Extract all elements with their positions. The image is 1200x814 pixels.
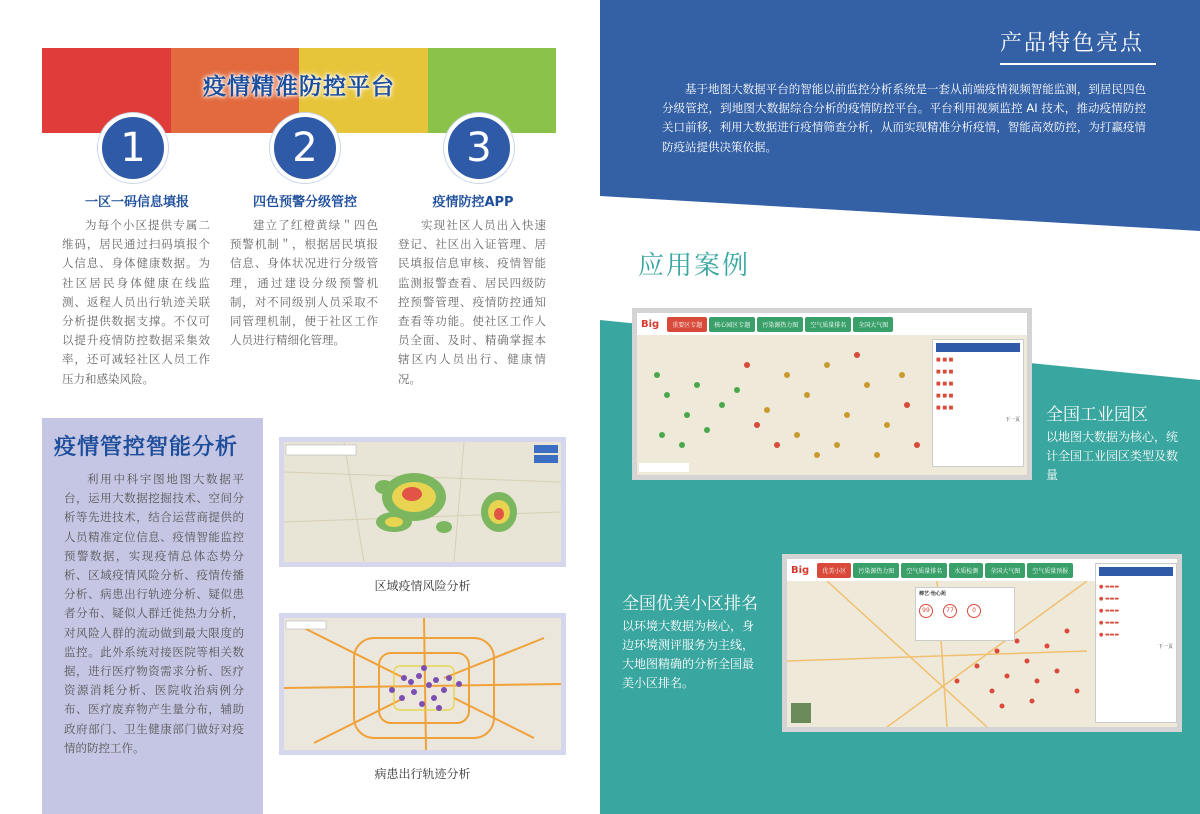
screen1-map — [637, 335, 1027, 475]
score-circle: 99 — [919, 604, 933, 618]
cases-title: 应用案例 — [638, 251, 751, 281]
screen1-result-row: ■ ■ ■ — [936, 357, 954, 363]
column-3-title: 疫情防控APP — [432, 195, 514, 210]
score-circle: 0 — [967, 604, 981, 618]
risk-map-caption: 区域疫情风险分析 — [374, 579, 471, 593]
screen2-tab-5: 全国大气图 — [985, 563, 1025, 578]
screen2-tab-1: 优美小区 — [817, 563, 851, 578]
screen1-tab-3: 污染源热力图 — [757, 317, 803, 332]
screen2-next-page: 下一页 — [1157, 644, 1173, 650]
screen2-logo: Big — [791, 564, 810, 576]
features-underline — [1000, 63, 1156, 65]
screen2-search-bar — [1099, 567, 1173, 576]
case2-text: 以环境大数据为核心，身边环境测评服务为主线，大地图精确的分析全国最美小区排名。 — [622, 619, 755, 690]
case1-text: 以地图大数据为核心，统计全国工业园区类型及数量 — [1046, 430, 1179, 482]
screen1-result-row: ■ ■ ■ — [936, 405, 954, 411]
patient-trajectory-image — [279, 613, 566, 755]
step-3-circle: 3 — [444, 113, 514, 183]
screen2-tab-2: 污染源热力图 — [853, 563, 899, 578]
screen1-logo: Big — [641, 318, 660, 330]
community-ranking-screenshot — [782, 554, 1182, 732]
ranking-row: ● ▬▬▬ — [1099, 632, 1120, 638]
screen1-tab-1: 重要区专题 — [667, 317, 707, 332]
column-2-text: 建立了红橙黄绿＂四色预警机制＂，根据居民填报信息、身体状况进行分级管理，通过建设分级预警机制，对不同级别人员采取不同管理机制，便于社区工作人员进行精细化管理。 — [230, 218, 378, 348]
analysis-title: 疫情管控智能分析 — [54, 435, 239, 460]
features-text: 基于地图大数据平台的智能以前监控分析系统是一套从前端疫情视频智能监测，到居民四色分级管控，到地图大数据综合分析的疫情防控平台。平台利用视频监控 AI 技术，推动疫情防控关口前移，利用大数据进行疫情筛查分析，从而实现精准分析疫情，智能高效防控，为打赢疫情防疫站提供决策依据。 — [662, 82, 1146, 154]
screen2-ranking-panel — [1095, 563, 1177, 723]
column-1-title: 一区一码信息填报 — [84, 195, 189, 210]
ranking-row: ● ▬▬▬ — [1099, 584, 1120, 590]
screen1-header — [637, 313, 1027, 335]
screen2-map — [787, 581, 1177, 727]
ranking-row: ● ▬▬▬ — [1099, 620, 1120, 626]
screen1-result-row: ■ ■ ■ — [936, 381, 954, 387]
screen1-tab-4: 空气质量排名 — [805, 317, 851, 332]
screen2-detail-popup — [915, 587, 1015, 641]
step-1-circle: 1 — [98, 113, 168, 183]
screen1-result-row: ■ ■ ■ — [936, 369, 954, 375]
column-1-text: 为每个小区提供专属二维码，居民通过扫码填报个人信息、身体健康数据。为社区居民身体健康在线监测、返程人员出行轨迹关联分析提供数据支撑。不仅可以提升疫情防控数据采集效率，还可减轻社区人员工作压力和感染风险。 — [62, 218, 210, 386]
risk-heatmap-graphic — [284, 442, 561, 562]
screen2-popup-scores — [919, 604, 1011, 618]
ranking-row: ● ▬▬▬ — [1099, 596, 1120, 602]
industrial-park-screenshot — [632, 308, 1032, 480]
screen2-popup-title: 棒艺·怡心苑 — [919, 591, 946, 597]
risk-heatmap-image — [279, 437, 566, 567]
column-3-text: 实现社区人员出入快速登记、社区出入证管理、居民填报信息审核、疫情智能监测报警查看、居民四级防控预警管理、疫情防控通知查看等功能。使社区工作人员全面、及时、精确掌握本辖区内人员出行、健康情况。 — [398, 218, 546, 386]
screen2-tab-4: 水质检测 — [949, 563, 983, 578]
screen1-tab-5: 全国大气图 — [853, 317, 893, 332]
screen1-next-page: 下一页 — [1004, 417, 1020, 423]
screen1-search-bar — [936, 343, 1020, 352]
screen1-tab-2: 核心园区专题 — [709, 317, 755, 332]
trajectory-map-caption: 病患出行轨迹分析 — [374, 767, 471, 781]
screen1-result-panel — [932, 339, 1024, 467]
analysis-text: 利用中科宇图地图大数据平台，运用大数据挖掘技术、空间分析等先进技术，结合运营商提供的人员精准定位信息、疫情智能监控预警数据，实现疫情总体态势分析、区域疫情风险分析、疫情传播分析、病患出行轨迹分析、疑似患者分布、疑似人群迁徙热力分析，对风险人群的流动做到最大限度的监控。此外系统对接医院等相关数据，进行医疗物资需求分析、医疗资源消耗分析、医院收治病例分布、医疗废弃物产生量分布，辅助政府部门、卫生健康部门做好对疫情的防控工作。 — [64, 472, 244, 755]
case1-title: 全国工业园区 — [1046, 405, 1148, 425]
step-2-circle: 2 — [270, 113, 340, 183]
banner-title: 疫情精准防控平台 — [203, 74, 395, 100]
trajectory-graphic — [284, 618, 561, 750]
screen1-result-row: ■ ■ ■ — [936, 393, 954, 399]
case2-title: 全国优美小区排名 — [622, 594, 758, 614]
ranking-row: ● ▬▬▬ — [1099, 608, 1120, 614]
column-2-title: 四色预警分级管控 — [252, 195, 357, 210]
features-title: 产品特色亮点 — [1000, 31, 1145, 56]
screen2-tab-6: 空气质量预报 — [1027, 563, 1073, 578]
score-circle: 77 — [943, 604, 957, 618]
screen2-tab-3: 空气质量排名 — [901, 563, 947, 578]
